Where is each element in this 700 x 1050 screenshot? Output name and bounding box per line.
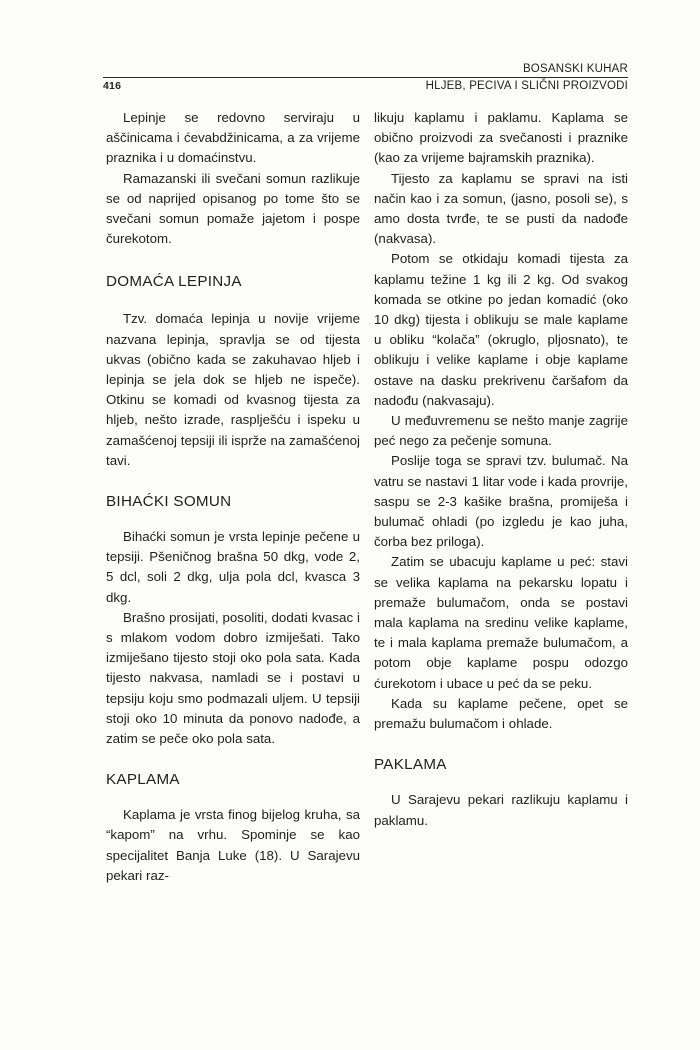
header-rule <box>103 77 628 78</box>
paragraph: Brašno prosijati, posoliti, dodati kvasac i s mlakom vodom dobro izmiješati. Tako izmiješano tijesto stoji oko pola sata. Kada tijesto nakvasa, namladi se i postavi u tepsiju koju smo podmazali uljem. U tepsiji stoji oko 10 minuta da ponovo nadođe, a zatim se peče oko pola sata. <box>106 609 360 747</box>
recipe-heading-paklama: PAKLAMA <box>374 756 447 774</box>
spacer <box>106 249 360 272</box>
paragraph: Kaplama je vrsta finog bijelog kruha, sa “kapom” na vrhu. Spominje se kao specijalitet Banja Luke (18). U Sarajevu pekari raz- <box>106 807 360 883</box>
spacer <box>106 512 360 527</box>
spacer <box>374 775 628 790</box>
recipe-heading-domaca-lepinja: DOMAĆA LEPINJA <box>106 273 242 291</box>
spacer <box>106 471 360 492</box>
chapter-title: HLJEB, PECIVA I SLIČNI PROIZVODI <box>425 80 628 92</box>
body-columns <box>106 108 628 886</box>
paragraph: Lepinje se redovno serviraju u aščinicama i ćevabdžinicama, a za vrijeme praznika i u domaćinstvu. <box>106 110 360 166</box>
paragraph: Ramazanski ili svečani somun razlikuje se od naprijed opisanog po tome što se svečani somun pomaže jajetom i pospe čurekotom. <box>106 170 360 247</box>
paragraph: U međuvremenu se nešto manje zagrije peć nego za pečenje somuna. <box>374 413 628 449</box>
spacer <box>106 749 360 770</box>
header-row <box>103 80 628 92</box>
paragraph: Tzv. domaća lepinja u novije vrijeme nazvana lepinja, spravlja se od tijesta ukvas (obično kada se zakuhavao hljeb i lepinja se jela dok se hljeb ne ispeče). Otkinu se komadi od kvasnog tijesta za hljeb, nešto izrade, rasplješću i ispeku u zamašćenoj tepsiji ili isprže na zamašćenoj tavi. <box>106 311 360 468</box>
recipe-heading-bihacki-somun: BIHAĆKI SOMUN <box>106 493 232 511</box>
recipe-heading-kaplama: KAPLAMA <box>106 771 180 789</box>
page-number: 416 <box>103 80 122 92</box>
spacer <box>106 790 360 805</box>
running-head <box>103 62 628 92</box>
paragraph: U Sarajevu pekari razlikuju kaplamu i paklamu. <box>374 792 628 828</box>
paragraph: Poslije toga se spravi tzv. bulumač. Na vatru se nastavi 1 litar vode i kada provrije, saspu se 2-3 kašike brašna, promiješa i bulumač ohladi (po izgledu je kao juha, čorba bez priloga). <box>374 453 628 550</box>
book-title: BOSANSKI KUHAR <box>522 63 628 75</box>
paragraph: Potom se otkidaju komadi tijesta za kaplamu težine 1 kg ili 2 kg. Od svakog komada se otkine po jedan komadić (oko 10 dkg) tijesta i oblikuju se male kaplame u obliku “kolača” (okruglo, pljosnato), te oblikuju i velike kaplame i obje kaplame ostave na dasku prekrivenu čaršafom da nadođu (nakvasaju). <box>374 251 628 408</box>
paragraph: Zatim se ubacuju kaplame u peć: stavi se velika kaplama na pekarsku lopatu i premaže bulumačom, onda se postavi mala kaplama na sredinu velike kaplame, te i mala kaplama premaže bulumačom, a potom obje kaplame pospu odozgo ćurekotom i ubace u peć da se peku. <box>374 554 628 691</box>
paragraph: Kada su kaplame pečene, opet se premažu bulumačom i ohlade. <box>374 695 628 732</box>
spacer <box>106 292 360 309</box>
paragraph: likuju kaplamu i paklamu. Kaplama se obično proizvodi za svečanosti i praznike (kao za vrijeme bajramskih praznika). <box>374 110 628 166</box>
paragraph: Bihaćki somun je vrsta lepinje pečene u tepsiji. Pšeničnog brašna 50 dkg, vode 2, 5 dcl, soli 2 dkg, ulja pola dcl, kvasca 3 dkg. <box>106 529 360 605</box>
paragraph: Tijesto za kaplamu se spravi na isti način kao i za somun, (jasno, posoli se), s amo dosta tvrđe, te se pusti da nadođe (nakvasa). <box>374 170 628 247</box>
left-column <box>106 108 360 886</box>
right-column <box>374 108 628 831</box>
spacer <box>374 734 628 755</box>
